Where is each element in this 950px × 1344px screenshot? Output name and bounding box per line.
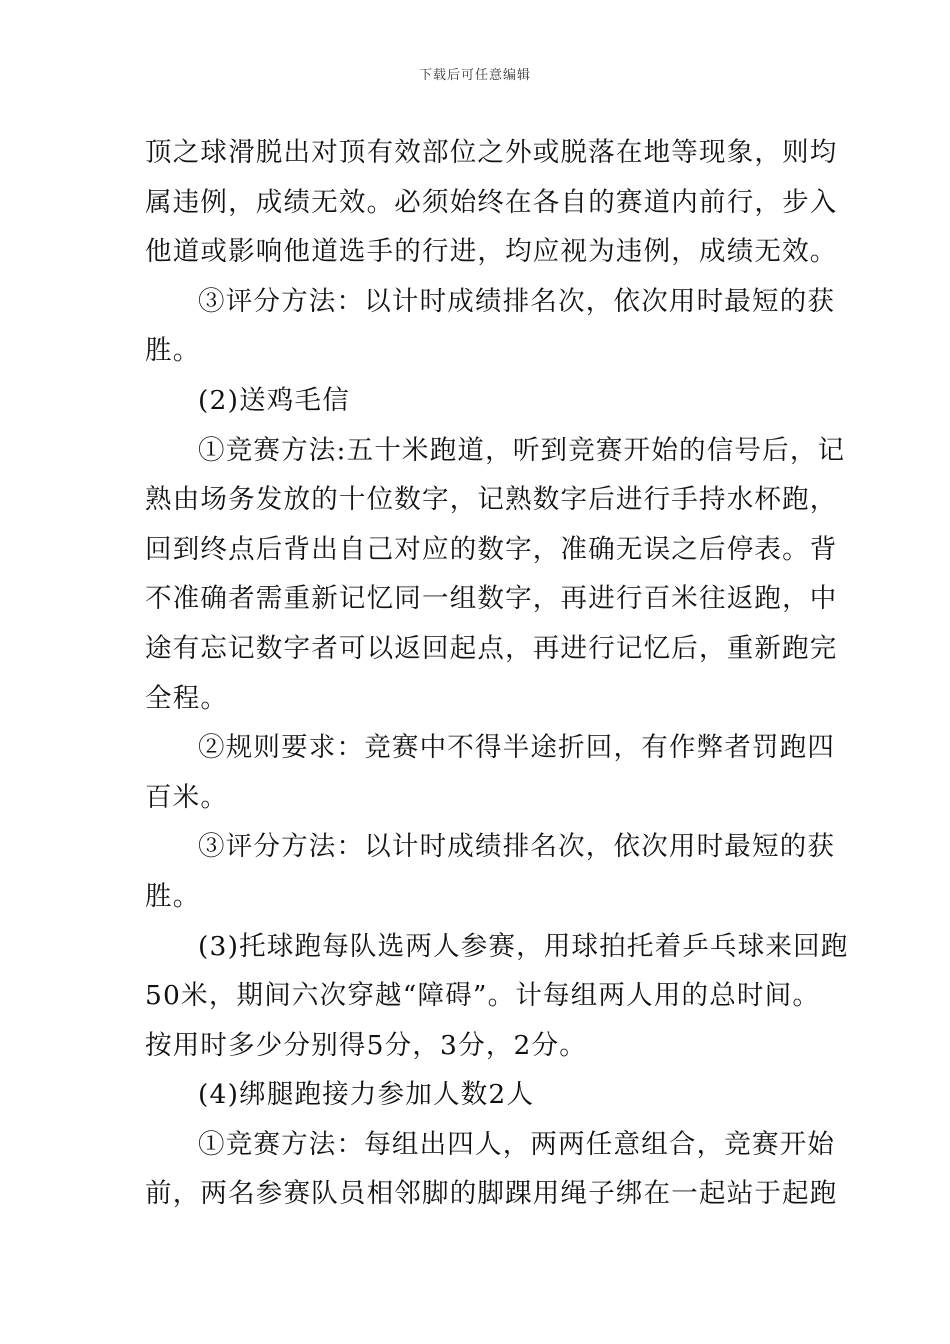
- text-line: 胜。: [145, 880, 201, 912]
- text-line: ③评分方法：以计时成绩排名次，依次用时最短的获: [198, 831, 836, 863]
- text-line: ①竞赛方法:五十米跑道，听到竞赛开始的信号后，记: [198, 434, 846, 466]
- text-line: 全程。: [145, 682, 229, 714]
- text-line: 属违例，成绩无效。必须始终在各自的赛道内前行，步入: [145, 186, 838, 218]
- text-line: 按用时多少分别得5分，3分，2分。: [145, 1029, 587, 1061]
- text-line: 胜。: [145, 335, 201, 367]
- text-line: ③评分方法：以计时成绩排名次，依次用时最短的获: [198, 285, 836, 317]
- text-line: 前，两名参赛队员相邻脚的脚踝用绳子绑在一起站于起跑: [145, 1178, 838, 1210]
- text-line: 50米，期间六次穿越“障碍”。计每组两人用的总时间。: [145, 980, 821, 1012]
- text-line: 顶之球滑脱出对顶有效部位之外或脱落在地等现象，则均: [145, 137, 838, 168]
- section-heading: (3)托球跑每队选两人参赛，用球拍托着乒乓球来回跑: [198, 930, 849, 962]
- text-line: 他道或影响他道选手的行进，均应视为违例，成绩无效。: [145, 236, 838, 268]
- document-body: [145, 128, 849, 1219]
- text-line: 不准确者需重新记忆同一组数字，再进行百米往返跑，中: [145, 583, 838, 615]
- text-line: 百米。: [145, 781, 229, 813]
- text-line: ②规则要求：竞赛中不得半途折回，有作弊者罚跑四: [198, 732, 836, 764]
- section-heading: (4)绑腿跑接力参加人数2人: [198, 1079, 535, 1111]
- page-header: 下载后可任意编辑: [418, 68, 531, 83]
- text-line: 回到终点后背出自己对应的数字，准确无误之后停表。背: [145, 533, 838, 565]
- text-line: 熟由场务发放的十位数字，记熟数字后进行手持水杯跑，: [145, 484, 838, 516]
- text-line: 途有忘记数字者可以返回起点，再进行记忆后，重新跑完: [145, 632, 838, 664]
- section-heading: (2)送鸡毛信: [198, 384, 350, 416]
- text-line: ①竞赛方法：每组出四人，两两任意组合，竞赛开始: [198, 1128, 836, 1160]
